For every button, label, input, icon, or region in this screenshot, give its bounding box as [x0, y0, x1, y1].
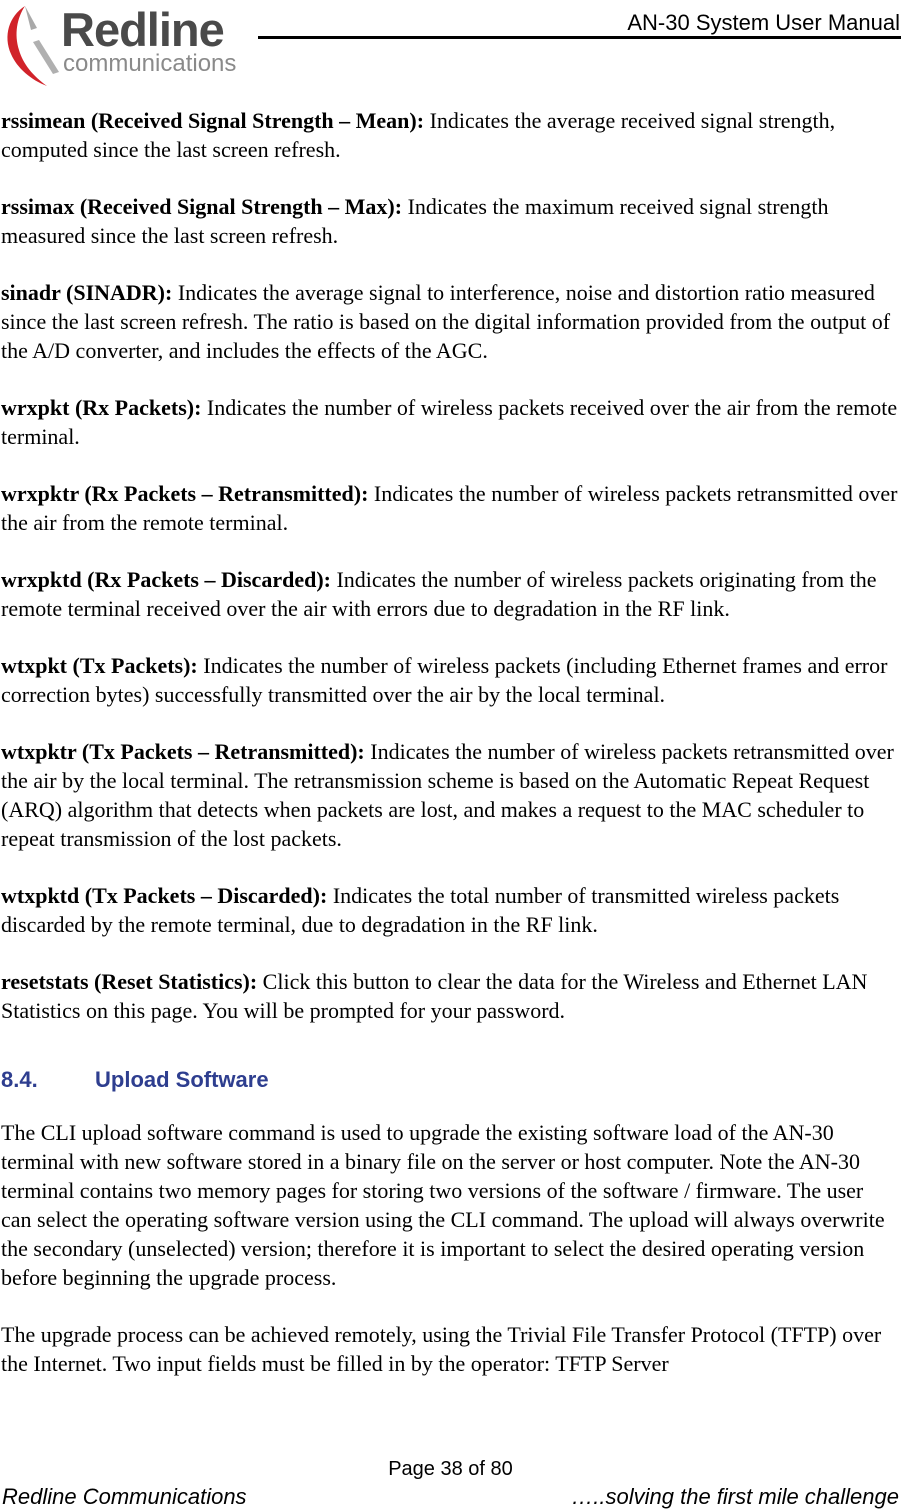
definition-item: [1, 651, 899, 709]
body-paragraph: The CLI upload software command is used to upgrade the existing software load of the AN-30 terminal with new software stored in a binary file on the server or host computer. Note the AN-30 terminal contains two memory pages for storing two versions of the software / firmware. The user can select the operating software version using the CLI command. The upload will always overwrite the secondary (unselected) version; therefore it is important to select the desired operating version before beginning the upgrade process.: [1, 1120, 885, 1290]
definition-item: [1, 881, 899, 939]
definition-text: Indicates the number of wireless packets retransmitted over the air by the local terminal. The retransmission scheme is based on the Automatic Repeat Request (ARQ) algorithm that detects when packets are lost, and makes a request to the MAC scheduler to repeat transmission of the lost packets.: [1, 739, 894, 851]
definition-text: Click this button to clear the data for the Wireless and Ethernet LAN Statistics on this page. You will be prompted for your password.: [1, 969, 868, 1023]
definition-item: [1, 565, 899, 623]
logo-subtext: communications: [63, 50, 237, 77]
definition-term: rssimax (Received Signal Strength – Max):: [1, 194, 403, 219]
definition-term: wtxpktd (Tx Packets – Discarded):: [1, 883, 328, 908]
definition-text: Indicates the number of wireless packets retransmitted over the air from the remote terminal.: [1, 481, 898, 535]
definition-item: [1, 278, 899, 365]
definition-text: Indicates the total number of transmitted wireless packets discarded by the remote terminal, due to degradation in the RF link.: [1, 883, 840, 937]
definition-text: Indicates the number of wireless packets (including Ethernet frames and error correction bytes) successfully transmitted over the air by the local terminal.: [1, 653, 888, 707]
page-content: [1, 106, 899, 1406]
definition-item: [1, 393, 899, 451]
definition-term: resetstats (Reset Statistics):: [1, 969, 258, 994]
body-paragraph: The upgrade process can be achieved remotely, using the Trivial File Transfer Protocol (TFTP) over the Internet. Two input fields must be filled in by the operator: TFTP Server: [1, 1322, 882, 1376]
page-header: [0, 0, 901, 95]
section-number: 8.4.: [1, 1067, 38, 1092]
footer-tagline: …..solving the first mile challenge: [571, 1484, 899, 1509]
definition-item: [1, 106, 899, 164]
manual-title: AN-30 System User Manual: [627, 10, 900, 35]
page-number: Page 38 of 80: [388, 1458, 513, 1480]
definition-list: [1, 106, 899, 1025]
section-heading: [1, 1065, 899, 1094]
redline-logo: [3, 2, 253, 88]
definition-item: [1, 737, 899, 853]
definition-term: wrxpkt (Rx Packets):: [1, 395, 202, 420]
definition-item: [1, 479, 899, 537]
definition-term: sinadr (SINADR):: [1, 280, 173, 305]
definition-item: [1, 192, 899, 250]
definition-term: wtxpktr (Tx Packets – Retransmitted):: [1, 739, 365, 764]
header-rule: [258, 36, 901, 39]
definition-text: Indicates the number of wireless packets originating from the remote terminal received over the air with errors due to degradation in the RF link.: [1, 567, 877, 621]
definition-text: Indicates the average received signal strength, computed since the last screen refresh.: [1, 108, 836, 162]
definition-text: Indicates the maximum received signal strength measured since the last screen refresh.: [1, 194, 829, 248]
footer-company: Redline Communications: [2, 1484, 247, 1509]
definition-term: rssimean (Received Signal Strength – Mean):: [1, 108, 425, 133]
definition-term: wrxpktd (Rx Packets – Discarded):: [1, 567, 331, 592]
redline-logo-icon: [3, 2, 63, 88]
definition-term: wrxpktr (Rx Packets – Retransmitted):: [1, 481, 369, 506]
logo-wordmark: Redline: [61, 3, 224, 56]
section-title: Upload Software: [95, 1067, 269, 1092]
definition-term: wtxpkt (Tx Packets):: [1, 653, 198, 678]
definition-item: [1, 967, 899, 1025]
definition-text: Indicates the average signal to interference, noise and distortion ratio measured since the last screen refresh. The ratio is based on the digital information provided from the output of the A/D converter, and includes the effects of the AGC.: [1, 280, 891, 363]
definition-text: Indicates the number of wireless packets received over the air from the remote terminal.: [1, 395, 898, 449]
